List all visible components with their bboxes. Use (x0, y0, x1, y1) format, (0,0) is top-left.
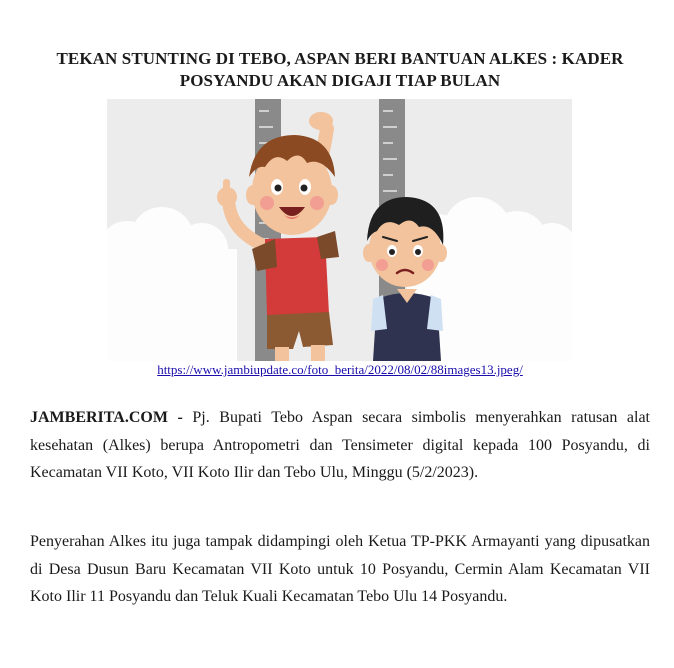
paragraph-1-text: Pj. Bupati Tebo Aspan secara simbolis menyerahkan ratusan alat kesehatan (Alkes) berupa Antropometri dan Tensimeter digital kepada 100 Posyandu, di Kecamatan VII Koto, VII Koto Ilir dan Tebo Ulu, Minggu (5/2/2023). (30, 409, 650, 481)
article-illustration (107, 99, 572, 361)
image-source-link[interactable]: https://www.jambiupdate.co/foto_berita/2022/08/02/88images13.jpeg/ (157, 362, 523, 377)
article-paragraph-1 (30, 404, 650, 487)
children-height-illustration (107, 99, 572, 361)
source-brand: JAMBERITA.COM - (30, 409, 183, 426)
article-title: TEKAN STUNTING DI TEBO, ASPAN BERI BANTUAN ALKES : KADER POSYANDU AKAN DIGAJI TIAP BULAN (56, 49, 624, 90)
image-caption (30, 362, 650, 378)
article-paragraph-2: Penyerahan Alkes itu juga tampak didampingi oleh Ketua TP-PKK Armayanti yang dipusatkan di Desa Dusun Baru Kecamatan VII Koto untuk 10 Posyandu, Cermin Alam Kecamatan VII Koto Ilir 11 Posyandu dan Teluk Kuali Kecamatan Tebo Ulu 14 Posyandu. (30, 533, 650, 605)
